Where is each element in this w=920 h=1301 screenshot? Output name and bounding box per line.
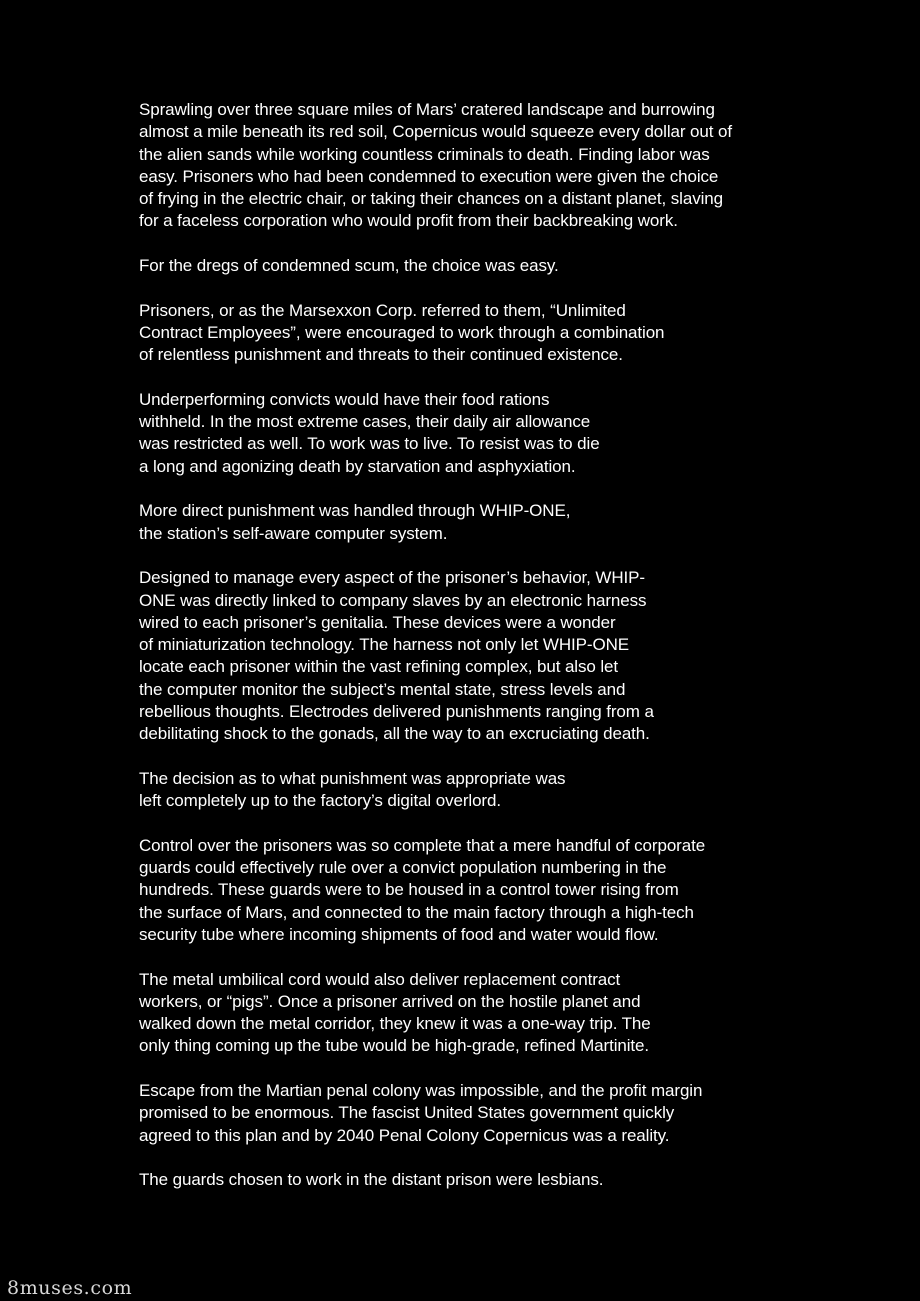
text-line: security tube where incoming shipments of food and water would flow. [139, 924, 659, 944]
text-line: More direct punishment was handled through WHIP-ONE, [139, 501, 571, 521]
text-line: Designed to manage every aspect of the prisoner’s behavior, WHIP- [139, 568, 645, 588]
text-line: left completely up to the factory’s digital overlord. [139, 791, 501, 811]
text-line: almost a mile beneath its red soil, Copernicus would squeeze every dollar out of [139, 122, 732, 142]
paragraph [139, 567, 859, 745]
paragraph [139, 389, 859, 478]
paragraph [139, 969, 859, 1058]
text-line: walked down the metal corridor, they knew it was a one-way trip. The [139, 1014, 651, 1034]
text-line: The decision as to what punishment was appropriate was [139, 768, 566, 788]
text-line: withheld. In the most extreme cases, their daily air allowance [139, 412, 591, 432]
paragraph [139, 300, 859, 367]
story-text [139, 99, 859, 1214]
text-line: a long and agonizing death by starvation and asphyxiation. [139, 456, 576, 476]
text-line: For the dregs of condemned scum, the choice was easy. [139, 256, 559, 276]
text-line: ONE was directly linked to company slaves by an electronic harness [139, 590, 647, 610]
text-line: wired to each prisoner’s genitalia. These devices were a wonder [139, 612, 616, 632]
text-line: locate each prisoner within the vast refining complex, but also let [139, 657, 619, 677]
text-line: Prisoners, or as the Marsexxon Corp. referred to them, “Unlimited [139, 300, 626, 320]
text-line: Contract Employees”, were encouraged to work through a combination [139, 322, 665, 342]
text-line: of relentless punishment and threats to their continued existence. [139, 345, 623, 365]
text-line: promised to be enormous. The fascist United States government quickly [139, 1103, 675, 1123]
paragraph [139, 1169, 859, 1191]
paragraph [139, 255, 859, 277]
text-line: The metal umbilical cord would also deliver replacement contract [139, 969, 621, 989]
paragraph [139, 1080, 859, 1147]
text-line: hundreds. These guards were to be housed in a control tower rising from [139, 880, 679, 900]
paragraph [139, 500, 859, 545]
text-line: Underperforming convicts would have their food rations [139, 389, 550, 409]
text-line: Control over the prisoners was so complete that a mere handful of corporate [139, 835, 706, 855]
text-line: rebellious thoughts. Electrodes delivered punishments ranging from a [139, 702, 654, 722]
text-line: for a faceless corporation who would profit from their backbreaking work. [139, 211, 678, 231]
text-line: Escape from the Martian penal colony was impossible, and the profit margin [139, 1081, 703, 1101]
text-line: The guards chosen to work in the distant prison were lesbians. [139, 1170, 604, 1190]
text-line: the station’s self-aware computer system. [139, 523, 448, 543]
text-line: was restricted as well. To work was to live. To resist was to die [139, 434, 600, 454]
text-line: debilitating shock to the gonads, all the way to an excruciating death. [139, 724, 650, 744]
watermark-logo[interactable]: 8muses.com [7, 1277, 133, 1299]
text-line: of frying in the electric chair, or taking their chances on a distant planet, slaving [139, 189, 723, 209]
text-line: workers, or “pigs”. Once a prisoner arrived on the hostile planet and [139, 991, 641, 1011]
text-line: guards could effectively rule over a convict population numbering in the [139, 858, 667, 878]
paragraph [139, 835, 859, 946]
text-line: the computer monitor the subject’s mental state, stress levels and [139, 679, 626, 699]
text-line: the surface of Mars, and connected to the main factory through a high-tech [139, 902, 694, 922]
text-line: Sprawling over three square miles of Mars’ cratered landscape and burrowing [139, 100, 715, 119]
paragraph [139, 99, 859, 233]
text-line: of miniaturization technology. The harness not only let WHIP-ONE [139, 635, 629, 655]
text-line: the alien sands while working countless criminals to death. Finding labor was [139, 144, 710, 164]
text-line: easy. Prisoners who had been condemned to execution were given the choice [139, 166, 719, 186]
text-line: agreed to this plan and by 2040 Penal Colony Copernicus was a reality. [139, 1125, 670, 1145]
text-line: only thing coming up the tube would be high-grade, refined Martinite. [139, 1036, 650, 1056]
paragraph [139, 768, 859, 813]
